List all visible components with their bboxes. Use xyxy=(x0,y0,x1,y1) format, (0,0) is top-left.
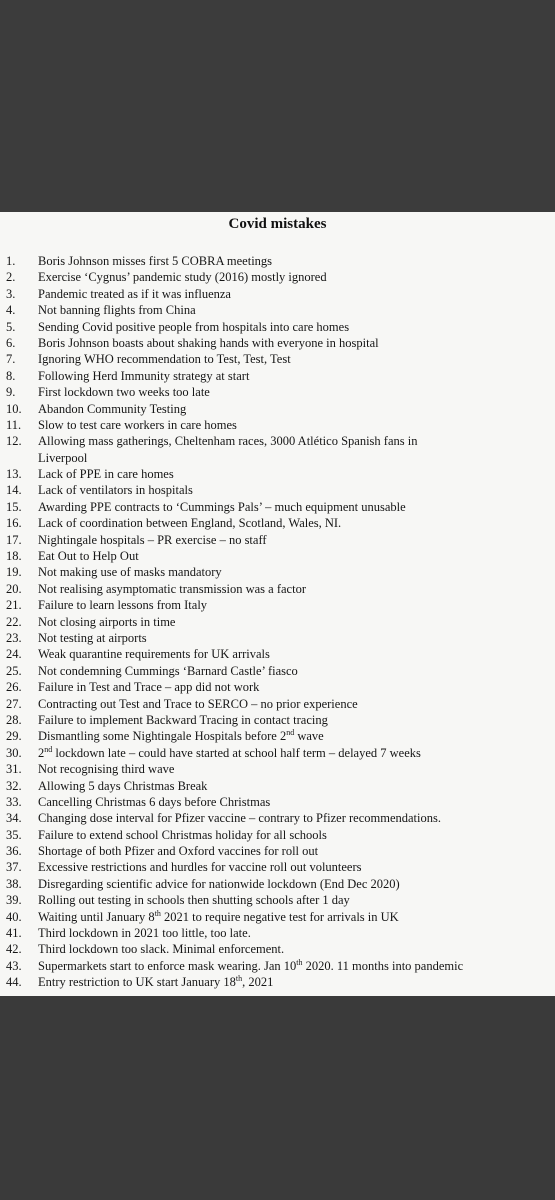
item-text-line: Failure to implement Backward Tracing in contact tracing xyxy=(38,712,328,727)
item-number: 29. xyxy=(6,729,22,744)
item-text xyxy=(38,909,399,925)
item-number: 1. xyxy=(6,254,16,268)
item-text xyxy=(38,466,174,482)
item-text-line: Lack of PPE in care homes xyxy=(38,467,174,482)
item-text xyxy=(38,794,270,810)
item-text-line: Allowing 5 days Christmas Break xyxy=(38,778,208,793)
item-number: 20. xyxy=(6,581,22,596)
item-text xyxy=(38,663,298,679)
item-text xyxy=(38,679,259,695)
item-text xyxy=(38,843,318,859)
item-number: 2. xyxy=(6,270,16,285)
item-number: 37. xyxy=(6,860,22,875)
item-text-line: Disregarding scientific advice for nationwide lockdown (End Dec 2020) xyxy=(38,876,400,891)
item-text-superscript: nd xyxy=(44,744,53,754)
item-text-part: , 2021 xyxy=(242,975,274,990)
item-number: 11. xyxy=(6,417,22,432)
item-text-line: Boris Johnson misses first 5 COBRA meetings xyxy=(38,254,273,268)
item-text-superscript: th xyxy=(154,908,161,918)
item-text xyxy=(38,745,421,761)
item-text-line: Liverpool xyxy=(38,450,88,465)
item-number: 40. xyxy=(6,909,22,924)
item-number: 21. xyxy=(6,598,22,613)
item-number: 5. xyxy=(6,319,16,334)
item-text-line: Ignoring WHO recommendation to Test, Test, Test xyxy=(38,352,291,367)
item-number: 26. xyxy=(6,680,22,695)
item-text xyxy=(38,597,207,613)
item-number: 42. xyxy=(6,942,22,957)
item-number: 28. xyxy=(6,712,22,727)
item-text xyxy=(38,368,249,384)
item-text xyxy=(38,286,231,302)
item-text-part: lockdown late – could have started at school half term – delayed 7 weeks xyxy=(52,745,421,760)
item-number: 17. xyxy=(6,532,22,547)
document-title: Covid mistakes xyxy=(228,216,327,232)
item-number: 27. xyxy=(6,696,22,711)
bottom-dark-band xyxy=(0,996,555,1200)
item-text-part: Dismantling some Nightingale Hospitals before 2 xyxy=(38,729,287,744)
item-number: 18. xyxy=(6,549,22,564)
item-text xyxy=(38,630,147,646)
item-text xyxy=(38,859,362,875)
item-number: 25. xyxy=(6,663,22,678)
item-text xyxy=(38,384,210,400)
item-text xyxy=(38,761,174,777)
item-text xyxy=(38,810,441,826)
item-text-line: Failure in Test and Trace – app did not work xyxy=(38,680,260,695)
item-text xyxy=(38,778,207,794)
item-text xyxy=(38,319,349,335)
item-text-part: Entry restriction to UK start January 18 xyxy=(38,975,236,990)
item-text xyxy=(38,564,222,580)
item-text-line: Not making use of masks mandatory xyxy=(38,565,222,580)
item-number: 13. xyxy=(6,467,22,482)
item-text-line: Eat Out to Help Out xyxy=(38,549,139,564)
item-text xyxy=(38,302,196,318)
item-number: 6. xyxy=(6,335,16,350)
item-text-line: Changing dose interval for Pfizer vaccine – contrary to Pfizer recommendations. xyxy=(38,811,441,826)
item-text xyxy=(38,712,328,728)
item-text-line: Contracting out Test and Trace to SERCO – no prior experience xyxy=(38,696,358,711)
item-text xyxy=(38,958,463,974)
item-text-line: Lack of coordination between England, Scotland, Wales, NI. xyxy=(38,516,342,531)
item-number: 43. xyxy=(6,958,22,973)
item-number: 38. xyxy=(6,876,22,891)
item-number: 9. xyxy=(6,385,16,400)
item-text xyxy=(38,827,327,843)
item-text xyxy=(38,696,358,712)
item-text-line: Slow to test care workers in care homes xyxy=(38,417,237,432)
item-text xyxy=(38,614,175,630)
item-text xyxy=(38,335,379,351)
item-text-line: Excessive restrictions and hurdles for vaccine roll out volunteers xyxy=(38,860,362,875)
item-number: 44. xyxy=(6,975,22,990)
item-text xyxy=(38,925,251,941)
item-text xyxy=(38,581,306,597)
item-number: 19. xyxy=(6,565,22,580)
item-text-line: Not recognising third wave xyxy=(38,762,175,777)
item-number: 30. xyxy=(6,745,22,760)
item-text xyxy=(38,417,237,433)
item-text xyxy=(38,646,270,662)
item-text xyxy=(38,892,350,908)
item-text-line: Following Herd Immunity strategy at start xyxy=(38,368,250,383)
item-text xyxy=(38,515,341,531)
item-text-line: Sending Covid positive people from hospitals into care homes xyxy=(38,319,350,334)
item-text xyxy=(38,876,400,892)
item-text-line: Not testing at airports xyxy=(38,631,147,645)
item-text-part: 2 xyxy=(38,745,45,760)
item-text-line: Not closing airports in time xyxy=(38,614,176,629)
item-text xyxy=(38,548,139,564)
item-text-part: wave xyxy=(294,729,324,744)
item-text xyxy=(38,269,327,285)
item-number: 41. xyxy=(6,926,22,941)
item-number: 35. xyxy=(6,827,22,842)
item-text-line: First lockdown two weeks too late xyxy=(38,385,210,400)
item-number: 36. xyxy=(6,844,22,859)
item-number: 22. xyxy=(6,614,22,629)
item-text-line: Failure to learn lessons from Italy xyxy=(38,598,208,613)
item-number: 24. xyxy=(6,647,22,662)
item-text-line: Awarding PPE contracts to ‘Cummings Pals’ – much equipment unusable xyxy=(38,499,406,514)
item-text-line: Third lockdown in 2021 too little, too late. xyxy=(38,926,251,941)
item-text-superscript: th xyxy=(235,974,243,984)
item-text xyxy=(38,401,186,417)
item-text-line: Allowing mass gatherings, Cheltenham races, 3000 Atlético Spanish fans in xyxy=(38,434,418,449)
item-number: 8. xyxy=(6,368,16,383)
item-text xyxy=(38,351,291,367)
item-text-line: Not realising asymptomatic transmission was a factor xyxy=(38,581,306,596)
item-text xyxy=(38,433,417,466)
item-text-superscript: nd xyxy=(286,728,295,738)
item-text-line: Not condemning Cummings ‘Barnard Castle’ fiasco xyxy=(38,663,298,678)
item-number: 4. xyxy=(6,303,16,318)
item-text-line: Not banning flights from China xyxy=(38,303,196,318)
item-text-line: Abandon Community Testing xyxy=(38,401,187,416)
item-text xyxy=(38,499,406,515)
item-text-line: Lack of ventilators in hospitals xyxy=(38,483,193,498)
item-text-line: Failure to extend school Christmas holiday for all schools xyxy=(38,827,327,842)
item-number: 23. xyxy=(6,631,22,645)
top-dark-band xyxy=(0,0,555,212)
item-number: 16. xyxy=(6,516,22,531)
item-number: 10. xyxy=(6,401,22,416)
item-number: 32. xyxy=(6,778,22,793)
item-text-line: Pandemic treated as if it was influenza xyxy=(38,286,231,301)
item-text-line: Third lockdown too slack. Minimal enforcement. xyxy=(38,942,285,957)
item-text xyxy=(38,974,273,990)
item-text-part: Supermarkets start to enforce mask wearing. Jan 10 xyxy=(38,958,297,973)
item-text xyxy=(38,728,324,744)
item-text-line: Shortage of both Pfizer and Oxford vaccines for roll out xyxy=(38,844,319,859)
item-text xyxy=(38,482,193,498)
item-text-line: Nightingale hospitals – PR exercise – no staff xyxy=(38,532,267,547)
item-text-part: 2021 to require negative test for arrivals in UK xyxy=(160,909,399,924)
item-text-line: Rolling out testing in schools then shutting schools after 1 day xyxy=(38,893,350,908)
item-text-part: 2020. 11 months into pandemic xyxy=(302,958,464,973)
item-text xyxy=(38,941,284,957)
item-text-line: Boris Johnson boasts about shaking hands with everyone in hospital xyxy=(38,335,379,350)
item-text xyxy=(38,532,267,548)
item-text-superscript: th xyxy=(296,957,303,967)
item-text-line: Exercise ‘Cygnus’ pandemic study (2016) mostly ignored xyxy=(38,270,327,285)
item-number: 12. xyxy=(6,434,22,449)
item-number: 34. xyxy=(6,811,22,826)
item-number: 7. xyxy=(6,352,16,367)
item-number: 3. xyxy=(6,286,16,301)
item-text xyxy=(38,253,272,269)
item-number: 31. xyxy=(6,762,22,777)
item-number: 39. xyxy=(6,893,22,908)
document-page xyxy=(0,212,555,996)
item-text-part: Waiting until January 8 xyxy=(38,909,155,924)
item-number: 33. xyxy=(6,794,22,809)
item-text-line: Cancelling Christmas 6 days before Christmas xyxy=(38,794,271,809)
item-text-line: Weak quarantine requirements for UK arrivals xyxy=(38,647,270,662)
item-number: 14. xyxy=(6,483,22,498)
item-number: 15. xyxy=(6,499,22,514)
